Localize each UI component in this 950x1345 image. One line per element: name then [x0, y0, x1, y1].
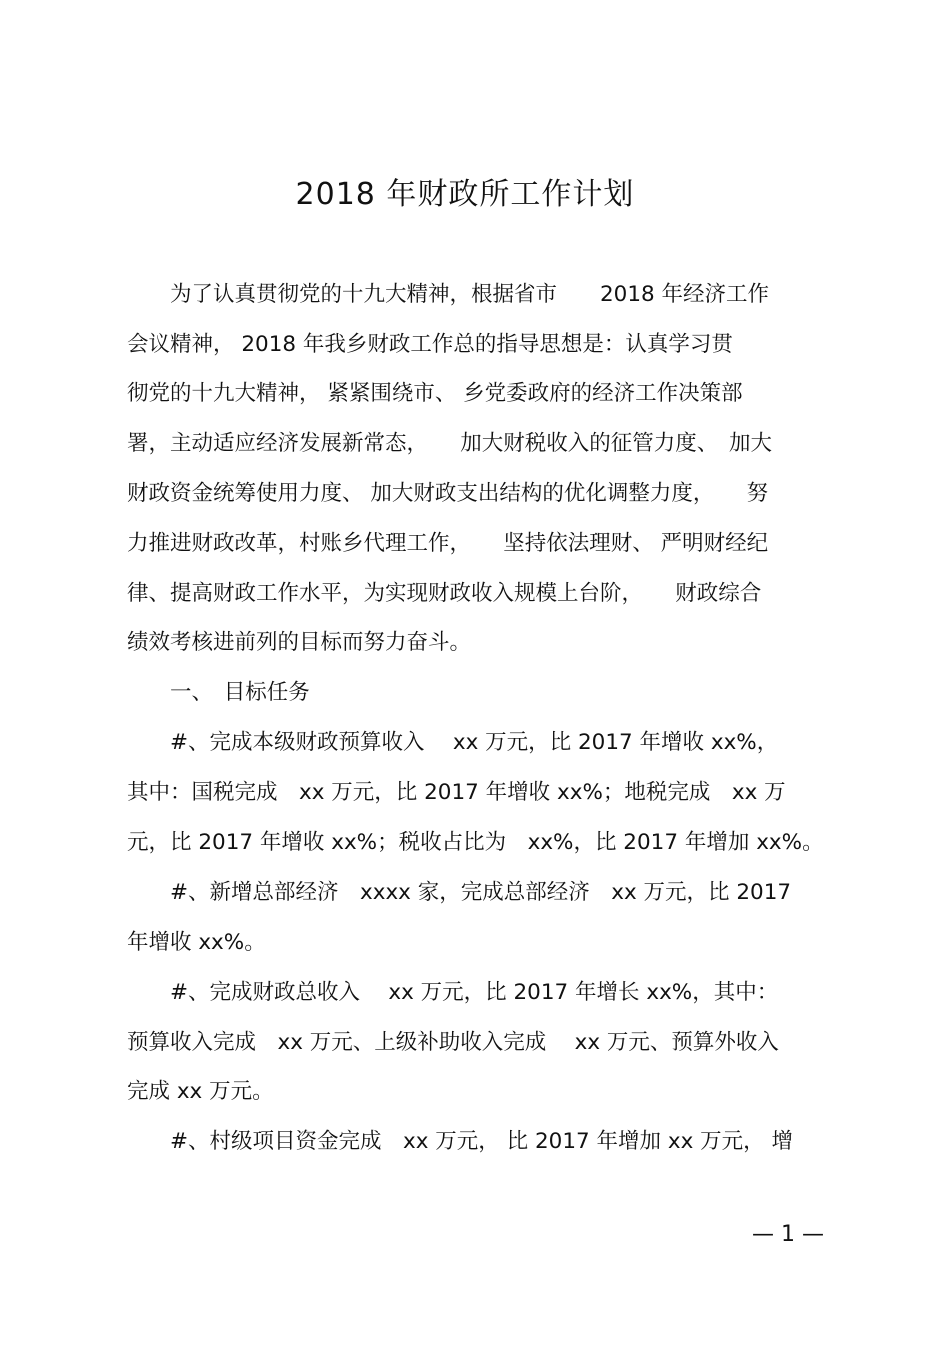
list-item-line: #、完成本级财政预算收入 xx 万元，比 2017 年增收 xx%， [127, 730, 779, 755]
list-item-line: 元，比 2017 年增收 xx%；税收占比为 xx%，比 2017 年增加 xx%。 [127, 830, 824, 855]
paragraph-line: 绩效考核进前列的目标而努力奋斗。 [127, 630, 472, 655]
list-item-line: 预算收入完成 xx 万元、上级补助收入完成 xx 万元、预算外收入 [127, 1030, 779, 1055]
section-heading: 一、 目标任务 [127, 680, 310, 705]
list-item-line: #、完成财政总收入 xx 万元，比 2017 年增长 xx%，其中： [127, 980, 779, 1005]
paragraph-line: 力推进财政改革，村账乡代理工作， 坚持依法理财、 严明财经纪 [127, 531, 769, 556]
document-title: 2018 年财政所工作计划 [295, 177, 635, 212]
list-item-line: 年增收 xx%。 [127, 930, 266, 955]
paragraph-line: 会议精神， 2018 年我乡财政工作总的指导思想是：认真学习贯 [127, 332, 733, 357]
page-number: — 1 — [752, 1222, 824, 1247]
list-item-line: #、新增总部经济 xxxx 家，完成总部经济 xx 万元，比 2017 [127, 880, 792, 905]
paragraph-line: 律、提高财政工作水平，为实现财政收入规模上台阶， 财政综合 [127, 581, 762, 606]
list-item-line: 完成 xx 万元。 [127, 1079, 274, 1104]
paragraph-line: 署，主动适应经济发展新常态， 加大财税收入的征管力度、 加大 [127, 431, 773, 456]
paragraph-line: 财政资金统筹使用力度、 加大财政支出结构的优化调整力度， 努 [127, 481, 769, 506]
list-item-line: 其中：国税完成 xx 万元，比 2017 年增收 xx%；地税完成 xx 万 [127, 780, 786, 805]
list-item-line: #、村级项目资金完成 xx 万元， 比 2017 年增加 xx 万元， 增 [127, 1129, 793, 1154]
paragraph-line: 为了认真贯彻党的十九大精神，根据省市 2018 年经济工作 [127, 282, 770, 307]
paragraph-line: 彻党的十九大精神， 紧紧围绕市、 乡党委政府的经济工作决策部 [127, 381, 743, 406]
